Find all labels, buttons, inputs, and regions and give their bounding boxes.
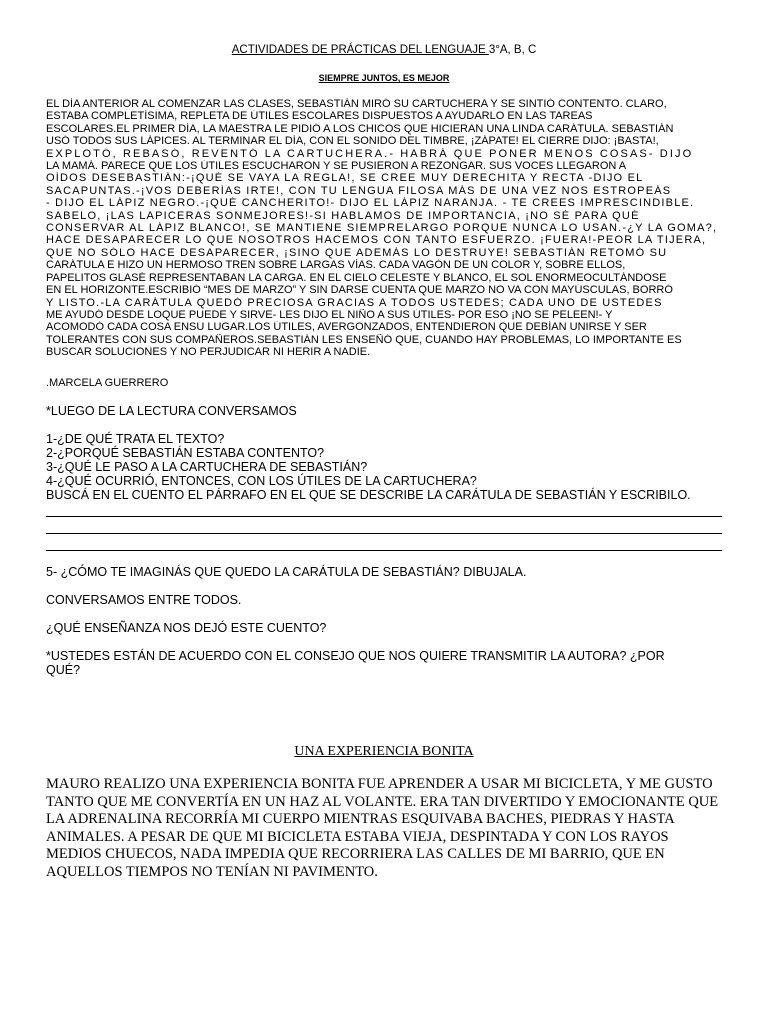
story-line: LA MAMÁ. PARECE QUE LOS ÚTILES ESCUCHARON Y SE PUSIERON A REZONGAR. SUS VOCES LLEGARON A (46, 160, 627, 173)
question-item: 2-¿PORQUÉ SEBASTIÁN ESTABA CONTENTO? (46, 446, 325, 460)
story-line: QUE NO SÓLO HACE DESAPARECER, ¡SINO QUE ADEMÁS LO DESTRUYE! SEBASTIÁN RETOMÓ SU (46, 246, 668, 259)
second-story-body (46, 776, 726, 882)
story-line: EL DÍA ANTERIOR AL COMENZAR LAS CLASES, SEBASTIÁN MIRÓ SU CARTUCHERA Y SE SINTIÓ CONTENTO. CLARO, (46, 98, 667, 110)
second-story-line: TANTO QUE ME CONVERTÍA EN UN HAZ AL VOLANTE. ERA TAN DIVERTIDO Y EMOCIONANTE QUE (46, 793, 719, 810)
activities-intro: *LUEGO DE LA LECTURA CONVERSAMOS (46, 404, 297, 418)
lesson-question: ¿QUÉ ENSEÑANZA NOS DEJÓ ESTE CUENTO? (46, 621, 327, 635)
story-line: CARÁTULA E HIZO UN HERMOSO TREN SOBRE LARGAS VÍAS. CADA VAGÓN DE UN COLOR Y, SOBRE ELLOS, (46, 259, 626, 272)
story-line: TOLERANTES CON SUS COMPAÑEROS.SEBASTIÁN LES ENSEÑÓ QUE, CUANDO HAY PROBLEMAS, LO IMPORTANTE ES (46, 333, 682, 346)
agreement-question-line: QUÉ? (46, 663, 81, 677)
document-title-grades: 3°A, B, C (488, 44, 537, 56)
story-line: - DIJO EL LÁPIZ NEGRO.-¡QUÉ CANCHERITO!- DIJO EL LÁPIZ NARANJA. - TE CREES IMPRESCINDIBLE. (46, 197, 695, 210)
story-line: ESTABA COMPLETÍSIMA, REPLETA DE ÚTILES ESCOLARES DISPUESTOS A AYUDARLO EN LAS TAREAS (46, 110, 593, 123)
question-list (46, 432, 726, 502)
story-body (46, 98, 726, 359)
answer-line[interactable] (46, 516, 722, 517)
story-line: EN EL HORIZONTE.ESCRIBIÓ “MES DE MARZO” Y SIN DARSE CUENTA QUE MARZO NO VA CON MAYÚSCULAS, BORRÓ (46, 284, 673, 297)
second-story-line: ANIMALES. A PESAR DE QUE MI BICICLETA ESTABA VIEJA, DESPINTADA Y CON LOS RAYOS (46, 828, 669, 845)
story-line: USÓ TODOS SUS LÁPICES. AL TERMINAR EL DÍA, CON EL SONIDO DEL TIMBRE, ¡ZÁPATE! EL CIERRE DIJO: ¡BASTA!, (46, 135, 659, 148)
second-story-line: AQUELLOS TIEMPOS NO TENÍAN NI PAVIMENTO. (46, 863, 378, 880)
story-author: .MARCELA GUERRERO (46, 377, 169, 389)
second-story-title: UNA EXPERIENCIA BONITA (294, 744, 474, 759)
story-line: ESCOLARES.EL PRIMER DÍA, LA MAESTRA LE PIDIÓ A LOS CHICOS QUE HICIERAN UNA LINDA CARÁTULA. SEBASTIÁN (46, 122, 674, 135)
story-line: CONSERVAR AL LÁPIZ BLANCO!, SE MANTIENE SIEMPRELARGO PORQUE NUNCA LO USAN.-¿Y LA GOMA?, (46, 222, 718, 235)
agreement-question (46, 649, 726, 677)
story-line: EXPLOTÓ, REBASÓ, REVENTÓ LA CARTUCHERA.- HABRÁ QUE PONER MENOS COSAS- DIJO (46, 147, 694, 160)
story-line: ACOMODÓ CADA COSA ENSU LUGAR.LOS ÚTILES, AVERGONZADOS, ENTENDIERON QUE DEBÍAN UNIRSE Y SER (46, 321, 647, 334)
conversation-prompt: CONVERSAMOS ENTRE TODOS. (46, 593, 242, 607)
story-line: SACAPUNTAS.-¡VOS DEBERÍAS IRTE!, CON TU LENGUA FILOSA MÁS DE UNA VEZ NOS ESTROPEÁS (46, 184, 672, 197)
document-title (0, 44, 768, 56)
story-title: SIEMPRE JUNTOS, ES MEJOR (318, 73, 450, 83)
answer-line[interactable] (46, 533, 722, 534)
story-line: SABELO, ¡LAS LAPICERAS SONMEJORES!-SI HABLAMOS DE IMPORTANCIA, ¡NO SÉ PARA QUÉ (46, 209, 640, 222)
story-line: OÍDOS DESEBASTIÁN:-¡QUÉ SE VAYA LA REGLA!, SE CREE MUY DERECHITA Y RECTA -DIJO EL (46, 172, 644, 185)
question-item: 3-¿QUÉ LE PASO A LA CARTUCHERA DE SEBASTIÁN? (46, 460, 368, 474)
story-line: PAPELITOS GLASÉ REPRESENTABAN LA CARGA. EN EL CIELO CELESTE Y BLANCO, EL SOL ENORMEOCULTÁNDOSE (46, 271, 667, 284)
story-line: Y LISTO.-LA CARÁTULA QUEDÓ PRECIOSA GRACIAS A TODOS USTEDES; CADA UNO DE USTEDES (46, 296, 663, 309)
question-item: 1-¿DE QUÉ TRATA EL TEXTO? (46, 432, 225, 446)
answer-line[interactable] (46, 550, 722, 551)
question-item: BUSCÁ EN EL CUENTO EL PÁRRAFO EN EL QUE SE DESCRIBE LA CARÁTULA DE SEBASTIÁN Y ESCRIBILO. (46, 488, 691, 502)
second-story-line: MEDIOS CHUECOS, NADA IMPEDIA QUE RECORRIERA LAS CALLES DE MI BARRIO, QUE EN (46, 846, 665, 863)
second-story-line: MAURO REALIZO UNA EXPERIENCIA BONITA FUE APRENDER A USAR MI BICICLETA, Y ME GUSTO (46, 776, 713, 792)
document-title-main: ACTIVIDADES DE PRÁCTICAS DEL LENGUAJE (231, 44, 489, 56)
agreement-question-line: *USTEDES ESTÁN DE ACUERDO CON EL CONSEJO QUE NOS QUIERE TRANSMITIR LA AUTORA? ¿POR (46, 649, 665, 663)
question-five: 5- ¿CÓMO TE IMAGINÁS QUE QUEDO LA CARÁTULA DE SEBASTIÁN? DIBUJALA. (46, 565, 527, 579)
story-line: ME AYUDÓ DESDE LOQUE PUEDE Y SIRVE- LES DIJO EL NIÑO A SUS ÚTILES- POR ESO ¡NO SE PELEEN!- Y (46, 308, 613, 321)
second-story-line: LA ADRENALINA RECORRÍA MI CUERPO MIENTRAS ESQUIVABA BACHES, PIEDRAS Y HASTA (46, 811, 675, 828)
story-line: BUSCAR SOLUCIONES Y NO PERJUDICAR NI HERIR A NADIE. (46, 346, 371, 359)
question-item: 4-¿QUÉ OCURRIÓ, ENTONCES, CON LOS ÚTILES DE LA CARTUCHERA? (46, 474, 477, 488)
story-line: HACE DESAPARECER LO QUE NOSOTROS HACEMOS CON TANTO ESFUERZO. ¡FUERA!-PEOR LA TIJERA, (46, 234, 707, 247)
